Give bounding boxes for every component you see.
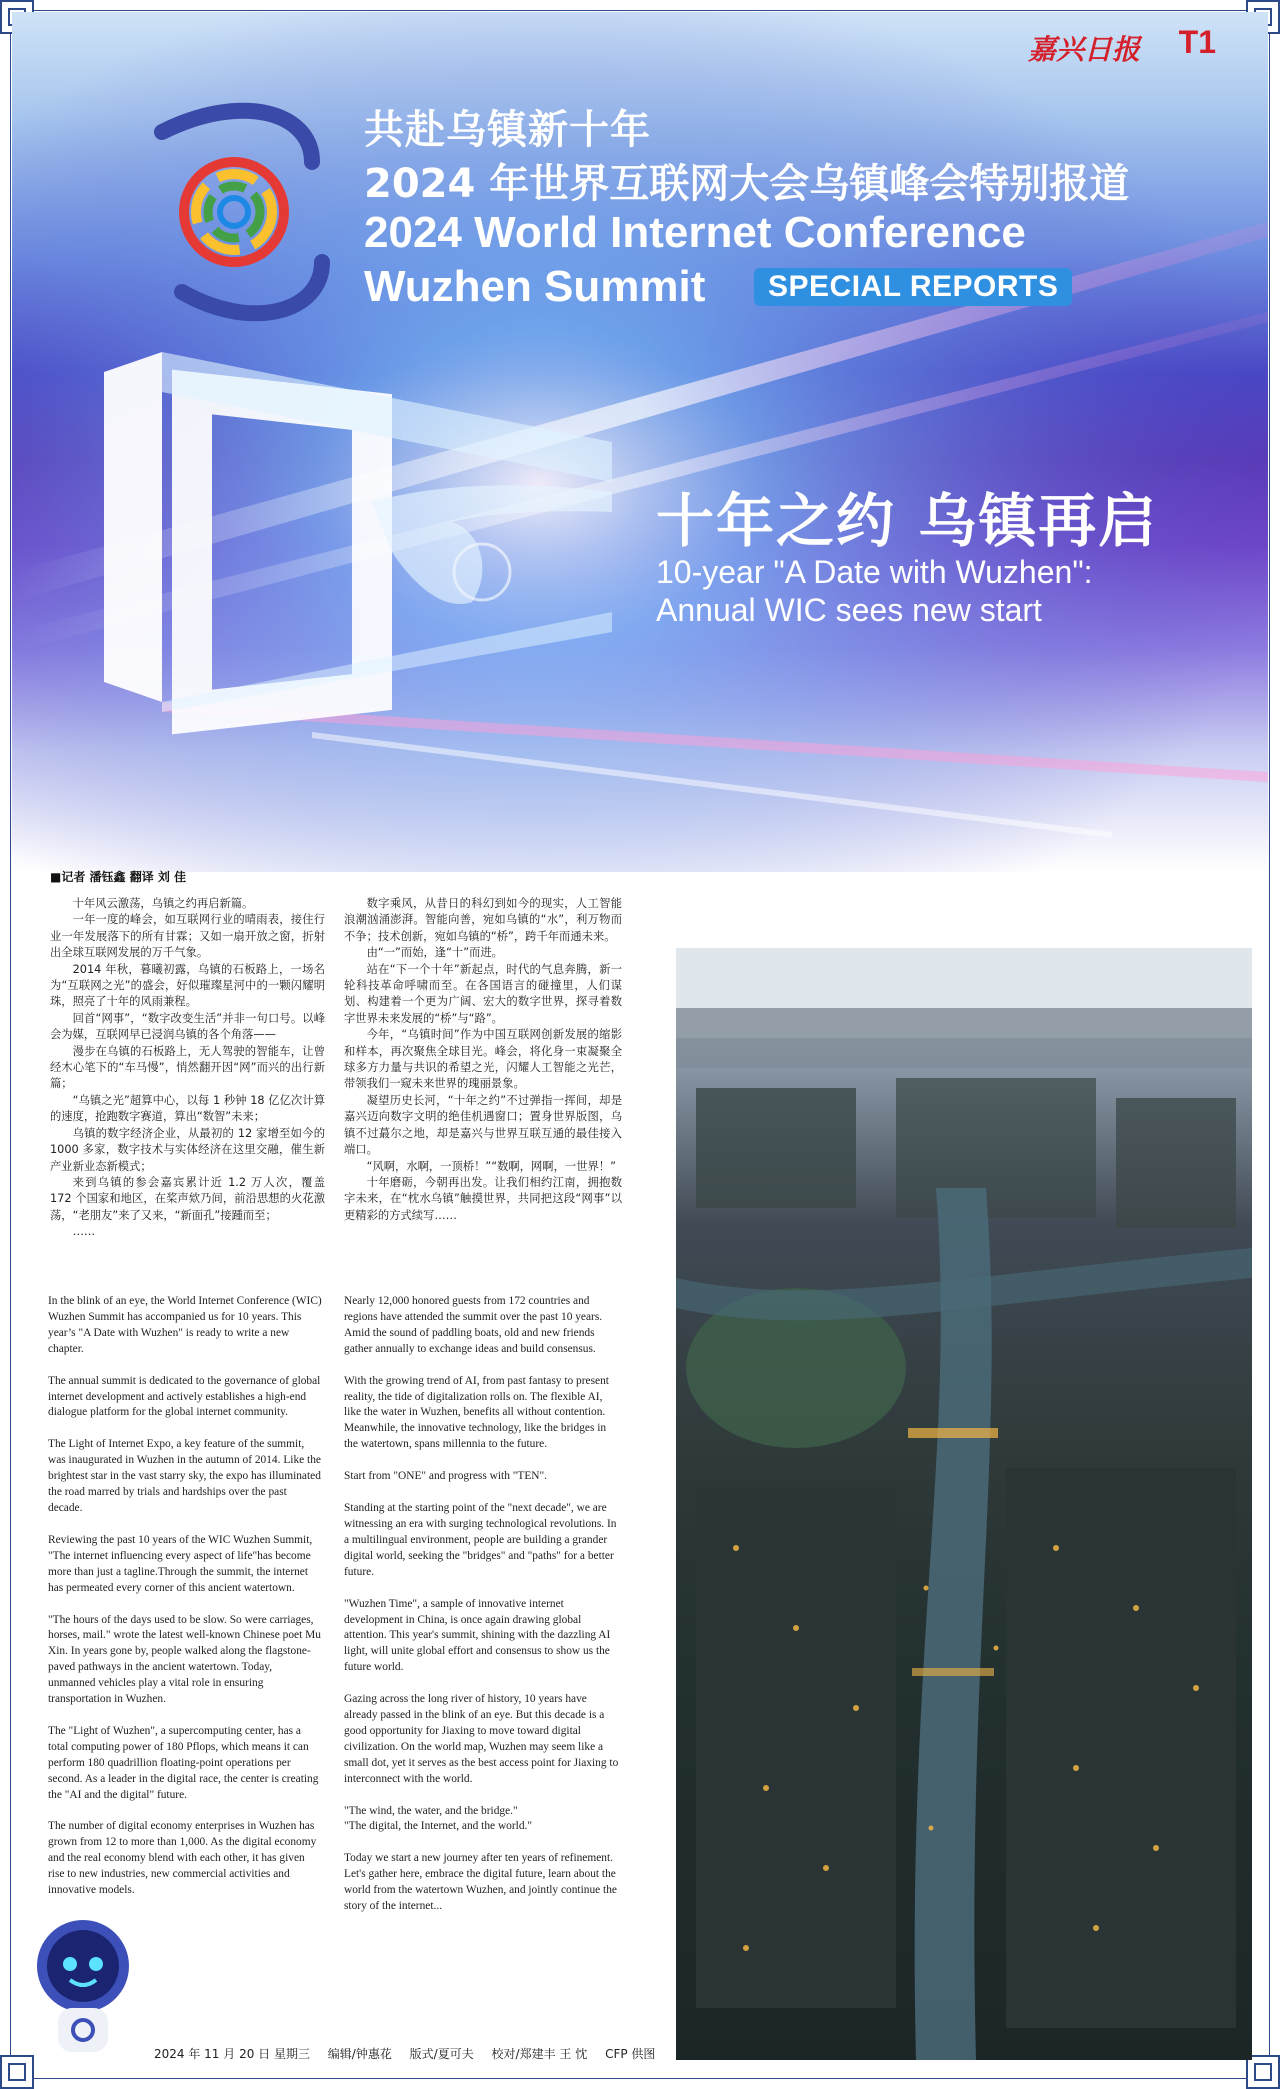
- paragraph: "The wind, the water, and the bridge." "The digital, the Internet, and the world.": [344, 1804, 533, 1833]
- paragraph: 十年磨砺，今朝再出发。让我们相约江南，拥抱数字未来，在“枕水乌镇”触摸世界，共同把这段“网事”以更精彩的方式续写……: [344, 1175, 622, 1222]
- byline: ■记者 潘钰鑫 翻译 刘 佳: [50, 870, 187, 884]
- paragraph: 2014 年秋，暮曦初露，乌镇的石板路上，一场名为“互联网之光”的盛会，好似璀璨星河中的一颗闪耀明珠，照亮了十年的风雨兼程。: [50, 962, 325, 1009]
- article-cn-column-1: [50, 896, 325, 1241]
- article-en-column-1: [48, 1294, 322, 1915]
- paragraph: Start from "ONE" and progress with "TEN".: [344, 1470, 548, 1483]
- header-title-en-1: 2024 World Internet Conference: [364, 208, 1026, 257]
- paragraph: The "Light of Wuzhen", a supercomputing center, has a total computing power of 180 Pflops, which means it can perform 180 quadrillion floating-point operations per second. As a leader in the digital race, the center is creating the "AI and the digital" future.: [48, 1724, 319, 1801]
- footer-date: 2024 年 11 月 20 日 星期三: [154, 2047, 310, 2061]
- headline-en-1: 10-year "A Date with Wuzhen":: [656, 554, 1093, 590]
- footer-proof: 校对/郑建丰 王 忱: [491, 2047, 588, 2061]
- paragraph: 今年，“乌镇时间”作为中国互联网创新发展的缩影和样本，再次聚焦全球目光。峰会，将化身一束凝聚全球多方力量与共识的希望之光，闪耀人工智能之光芒，带领我们一窥未来世界的瑰丽景象。: [344, 1028, 622, 1091]
- paragraph: In the blink of an eye, the World Internet Conference (WIC) Wuzhen Summit has accompanied us for 10 years. This year’s "A Date with Wuzhen" is ready to write a new chapter.: [48, 1295, 322, 1355]
- paragraph: “乌镇之光”超算中心，以每 1 秒钟 18 亿亿次计算的速度，抢跑数字赛道，算出“数智”未来；: [50, 1093, 325, 1124]
- headline-en-2: Annual WIC sees new start: [656, 592, 1042, 628]
- header-title-cn-1: 共赴乌镇新十年: [364, 107, 651, 153]
- paragraph: 十年风云激荡，乌镇之约再启新篇。: [72, 897, 254, 910]
- paragraph: 由“一”而始，逢“十”而进。: [366, 946, 503, 960]
- header-title-cn-2: 2024 年世界互联网大会乌镇峰会特别报道: [364, 161, 1130, 207]
- headline-cn: 十年之约 乌镇再启: [656, 487, 1159, 555]
- paragraph: 一年一度的峰会，如互联网行业的晴雨表，接住行业一年发展落下的所有甘霖；又如一扇开放之窗，折射出全球互联网发展的万千气象。: [50, 913, 325, 960]
- header-title-en-2: Wuzhen Summit: [364, 262, 706, 311]
- paragraph: 乌镇的数字经济企业，从最初的 12 家增至如今的 1000 多家，数字技术与实体经济在这里交融，催生新产业新业态新模式；: [50, 1126, 325, 1173]
- paragraph: Today we start a new journey after ten years of refinement. Let's gather here, embrace the digital future, learn about the world from the watertown Wuzhen, and jointly continue the story of the internet...: [344, 1852, 617, 1913]
- footer-photo-credit: CFP 供图: [605, 2047, 656, 2061]
- wuzhen-aerial-photo: [676, 948, 1252, 2060]
- footer-layout: 版式/夏可夫: [409, 2047, 474, 2061]
- masthead-page-number: T1: [1178, 24, 1216, 60]
- paragraph: 凝望历史长河，“十年之约”不过弹指一挥间，却是嘉兴迈向数字文明的绝佳机遇窗口；置身世界版图，乌镇不过蕞尔之地，却是嘉兴与世界互联互通的最佳接入端口。: [344, 1093, 622, 1157]
- page-footer: [154, 2045, 669, 2062]
- paragraph: Standing at the starting point of the "next decade", we are witnessing an era with surging technological revolutions. In a multilingual environment, people are building a grander digital world, seeking the "bridges" and "paths" for a better future.: [344, 1502, 617, 1578]
- paragraph: 回首“网事”，“数字改变生活”并非一句口号。以峰会为媒，互联网早已浸润乌镇的各个角落——: [50, 1011, 325, 1042]
- paragraph: 漫步在乌镇的石板路上，无人驾驶的智能车，让曾经木心笔下的“车马慢”，悄然翻开因“网”而兴的出行新篇；: [50, 1044, 325, 1091]
- paragraph: Nearly 12,000 honored guests from 172 countries and regions have attended the summit over the past 10 years. Amid the sound of paddling boats, old and new friends gather annually to exchange ideas and build consensus.: [344, 1295, 603, 1355]
- paragraph: 数字乘风，从昔日的科幻到如今的现实，人工智能浪潮汹涌澎湃。智能向善，宛如乌镇的“水”，利万物而不争；技术创新，宛如乌镇的“桥”，跨千年而通未来。: [344, 897, 622, 943]
- paragraph: The annual summit is dedicated to the governance of global internet development and actively establishes a high-end dialogue platform for the global internet community.: [48, 1374, 321, 1419]
- paragraph: “风啊，水啊，一顶桥！”“数啊，网啊，一世界！”: [366, 1159, 616, 1173]
- paragraph: With the growing trend of AI, from past fantasy to present reality, the tide of digitalization rolls on. The flexible AI, like the water in Wuzhen, benefits all without contention. Meanwhile, the innovative technology, like the bridges in the watertown, spans millennia to the future.: [344, 1374, 609, 1451]
- photo-illustration: [676, 948, 1252, 2060]
- paragraph: Reviewing the past 10 years of the WIC Wuzhen Summit, "The internet influencing every aspect of life"has become more than just a tagline.Through the summit, the internet has permeated every corner of this ancient watertown.: [48, 1533, 313, 1594]
- special-reports-badge: SPECIAL REPORTS: [754, 268, 1072, 306]
- paragraph: "Wuzhen Time", a sample of innovative internet development in China, is once again drawing global attention. This year's summit, shining with the dazzling AI light, will unite global effort and consensus to show us the future world.: [344, 1597, 611, 1674]
- masthead-paper-name: 嘉兴日报: [1027, 33, 1140, 66]
- article-en-column-2: [344, 1294, 620, 1931]
- paragraph: 来到乌镇的参会嘉宾累计近 1.2 万人次，覆盖 172 个国家和地区，在桨声欸乃间，前沿思想的火花激荡，“老朋友”来了又来，“新面孔”接踵而至；: [50, 1175, 325, 1222]
- paragraph: "The hours of the days used to be slow. So were carriages, horses, mail." wrote the latest well-known Chinese poet Mu Xin. In years gone by, people walked along the flagstone-paved pathways in the ancient watertown. Today, unmanned vehicles play a vital role in ensuring transportation in Wuzhen.: [48, 1613, 321, 1706]
- paragraph: The number of digital economy enterprises in Wuzhen has grown from 12 to more than 1,000. As the digital economy and the real economy blend with each other, it has given rise to new industries, new commercial activities and innovative models.: [48, 1820, 317, 1897]
- corner-ornament-br: [1246, 2055, 1280, 2089]
- footer-editor: 编辑/钟惠花: [327, 2047, 392, 2061]
- paragraph: Gazing across the long river of history, 10 years have already passed in the blink of an eye. But this decade is a good opportunity for Jiaxing to move toward digital civilization. On the world map, Wuzhen may seem like a small dot, yet it serves as the best access point for Jiaxing to interconnect with the world.: [344, 1693, 619, 1785]
- article-cn-column-2: [344, 896, 622, 1224]
- paragraph: 站在“下一个十年”新起点，时代的气息奔腾，新一轮科技革命呼啸而至。在各国语言的碰撞里，人们谋划、构建着一个更为广阔、宏大的数字世界，探寻着数字世界未来发展的“桥”与“路”。: [344, 962, 622, 1025]
- hero-banner: [12, 12, 1268, 872]
- paragraph: ……: [72, 1225, 96, 1239]
- mascot-illustration: [28, 1904, 138, 2064]
- paragraph: The Light of Internet Expo, a key feature of the summit, was inaugurated in Wuzhen in the autumn of 2014. Like the brightest star in the vast starry sky, the expo has illuminated the road marred by trials and hardships over the past decade.: [48, 1438, 321, 1514]
